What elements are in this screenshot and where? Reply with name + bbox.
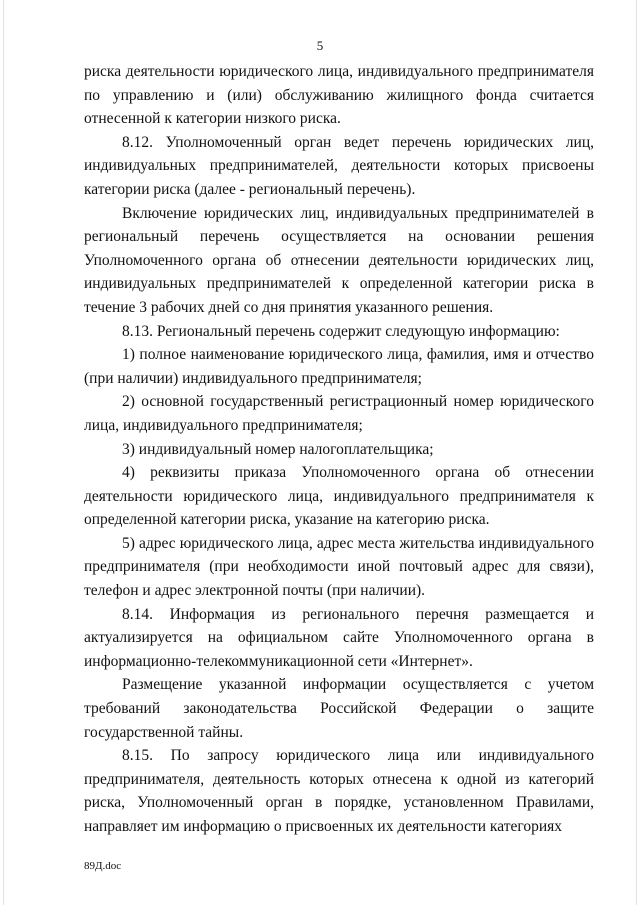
scan-edge-right: [636, 0, 637, 905]
page-number: 5: [316, 38, 324, 53]
scan-edge-left: [3, 0, 4, 905]
document-body: [84, 60, 594, 839]
paragraph-risk-low-category: риска деятельности юридического лица, индивидуального предпринимателя по управлению и (или) обслуживанию жилищного фонда считается отнесенной к категории низкого риска.: [84, 63, 594, 128]
paragraph-8-13: 8.13. Региональный перечень содержит следующую информацию:: [122, 322, 560, 340]
paragraph-8-12: 8.12. Уполномоченный орган ведет перечень юридических лиц, индивидуальных предпринимателей, деятельности которых присвоены категории риска (далее - региональный перечень).: [84, 133, 594, 198]
list-item-1: 1) полное наименование юридического лица, фамилия, имя и отчество (при наличии) индивидуального предпринимателя;: [84, 346, 594, 387]
paragraph-8-15: 8.15. По запросу юридического лица или индивидуального предпринимателя, деятельность которых отнесена к одной из категорий риска, Уполномоченный орган в порядке, установленном Правилами, направляет им информацию о присвоенных их деятельности категориях: [84, 747, 594, 835]
paragraph-inclusion: Включение юридических лиц, индивидуальных предпринимателей в региональный перечень осуществляется на основании решения Уполномоченного органа об отнесении деятельности юридических лиц, индивидуальных предпринимателей к определенной категории риска в течение 3 рабочих дней со дня принятия указанного решения.: [84, 204, 594, 316]
list-item-5: 5) адрес юридического лица, адрес места жительства индивидуального предпринимателя (при необходимости иной почтовый адрес для связи), телефон и адрес электронной почты (при наличии).: [84, 534, 594, 600]
list-item-3: 3) индивидуальный номер налогоплательщика;: [122, 440, 434, 458]
paragraph-state-secret: Размещение указанной информации осуществляется с учетом требований законодательства Российской Федерации о защите государственной тайны.: [84, 676, 594, 741]
paragraph-8-14: 8.14. Информация из регионального перечня размещается и актуализируется на официальном сайте Уполномоченного органа в информационно-телекоммуникационной сети «Интернет».: [84, 605, 594, 670]
footer-filename: 89Д.doc: [84, 860, 122, 872]
list-item-4: 4) реквизиты приказа Уполномоченного органа об отнесении деятельности юридического лица, индивидуального предпринимателя к определенной категории риска, указание на категорию риска.: [84, 464, 594, 529]
list-item-2: 2) основной государственный регистрационный номер юридического лица, индивидуального предпринимателя;: [84, 393, 594, 434]
